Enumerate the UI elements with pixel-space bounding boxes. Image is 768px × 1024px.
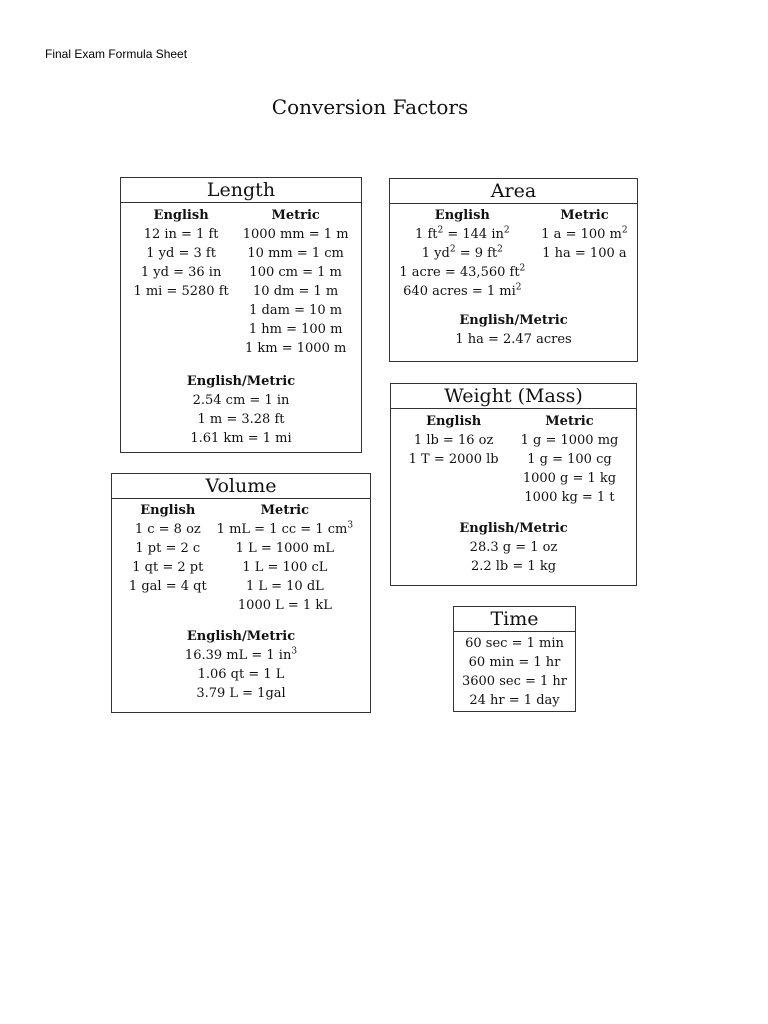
length-english-row: 1 mi = 5280 ft	[133, 284, 229, 299]
length-metric-header: Metric	[271, 208, 320, 223]
time-title: Time	[454, 607, 575, 632]
area-english-row: 1 $yd^2 = 9$ $ft^2$	[421, 244, 503, 261]
length-metric-row: 1000 mm = 1 m	[242, 227, 349, 242]
time-row: 60 min = 1 hr	[468, 655, 561, 670]
area-metric-row: 1 a = 100 $m^2$	[541, 225, 628, 242]
volume-metric-row: 1 L = 10 dL	[245, 579, 324, 594]
length-metric-row: 10 dm = 1 m	[253, 284, 339, 299]
length-metric-row: 10 mm = 1 cm	[247, 246, 344, 261]
time-row: 24 hr = 1 day	[469, 693, 560, 708]
length-english-metric-header: English/Metric	[186, 374, 296, 389]
length-metric-row: 1 hm = 100 m	[248, 322, 343, 337]
volume-metric-row: 1 L = 1000 mL	[235, 541, 335, 556]
volume-english-metric-row: 1.06 qt = 1 L	[197, 667, 285, 682]
weight-english-row: 1 T = 2000 lb	[408, 452, 499, 467]
area-english-metric-row: 1 ha = 2.47 acres	[455, 332, 572, 347]
weight-english-column	[409, 412, 499, 507]
weight-english-row: 1 lb = 16 oz	[413, 433, 494, 448]
volume-metric-row: 1000 L = 1 kL	[237, 598, 332, 613]
time-row: 3600 sec = 1 hr	[461, 674, 567, 689]
weight-english-metric-row: 2.2 lb = 1 kg	[470, 559, 557, 574]
area-english-row: 640 acres = 1 $mi^2$	[403, 282, 522, 299]
weight-english-header: English	[426, 414, 482, 429]
weight-metric-column	[521, 412, 619, 507]
weight-metric-header: Metric	[545, 414, 594, 429]
length-english-column	[133, 206, 228, 358]
area-title: Area	[390, 179, 637, 204]
volume-metric-row: 1 mL = 1 cc = 1 $cm^3$	[216, 520, 354, 537]
volume-english-metric-row: 16.39 mL = 1 $in^3$	[184, 646, 298, 663]
area-english-row: 1 $ft^2 = 144$ $in^2$	[415, 225, 510, 242]
volume-english-row: 1 qt = 2 pt	[132, 560, 204, 575]
volume-english-metric-header: English/Metric	[186, 629, 296, 644]
length-table	[120, 177, 362, 453]
header-note: Final Exam Formula Sheet	[45, 47, 188, 61]
weight-metric-row: 1000 kg = 1 t	[524, 490, 615, 505]
page-title: Conversion Factors	[271, 95, 469, 119]
volume-english-column	[129, 501, 207, 615]
time-table	[453, 606, 576, 712]
volume-metric-column	[217, 501, 353, 615]
area-english-metric-header: English/Metric	[459, 313, 568, 328]
length-metric-row: 1 km = 1000 m	[244, 341, 347, 356]
volume-title: Volume	[112, 474, 370, 499]
volume-metric-row: 1 L = 100 cL	[242, 560, 328, 575]
volume-english-row: 1 gal = 4 qt	[128, 579, 207, 594]
area-metric-header: Metric	[560, 208, 609, 223]
length-english-metric-row: 1.61 km = 1 mi	[190, 431, 292, 446]
weight-english-metric	[391, 519, 636, 576]
area-metric-row: 1 ha = 100 a	[542, 246, 627, 261]
area-english-metric	[390, 311, 637, 349]
volume-english-row: 1 pt = 2 c	[135, 541, 201, 556]
weight-english-metric-header: English/Metric	[459, 521, 568, 536]
volume-english-header: English	[140, 503, 196, 518]
area-english-header: English	[434, 208, 490, 223]
length-title: Length	[121, 178, 361, 203]
length-english-metric	[121, 372, 361, 448]
area-english-column	[399, 206, 525, 301]
length-metric-row: 1 dam = 10 m	[249, 303, 343, 318]
length-metric-column	[243, 206, 349, 358]
volume-english-metric-row: 3.79 L = 1gal	[196, 686, 286, 701]
weight-metric-row: 1000 g = 1 kg	[522, 471, 617, 486]
length-english-row: 12 in = 1 ft	[143, 227, 219, 242]
weight-metric-row: 1 g = 1000 mg	[520, 433, 619, 448]
volume-metric-header: Metric	[260, 503, 310, 518]
length-english-row: 1 yd = 3 ft	[146, 246, 216, 261]
time-row: 60 sec = 1 min	[465, 636, 564, 651]
length-english-row: 1 yd = 36 in	[140, 265, 222, 280]
area-table	[389, 178, 638, 362]
area-metric-column	[541, 206, 627, 301]
volume-english-row: 1 c = 8 oz	[134, 522, 201, 537]
length-english-metric-row: 2.54 cm = 1 in	[192, 393, 290, 408]
length-metric-row: 100 cm = 1 m	[249, 265, 342, 280]
volume-english-metric	[112, 627, 370, 703]
volume-table	[111, 473, 371, 713]
weight-english-metric-row: 28.3 g = 1 oz	[469, 540, 558, 555]
weight-title: Weight (Mass)	[391, 384, 636, 409]
area-english-row: 1 acre = 43,560 $ft^2$	[399, 263, 526, 280]
weight-metric-row: 1 g = 100 cg	[527, 452, 612, 467]
length-english-metric-row: 1 m = 3.28 ft	[197, 412, 285, 427]
length-english-header: English	[153, 208, 209, 223]
weight-table	[390, 383, 637, 586]
